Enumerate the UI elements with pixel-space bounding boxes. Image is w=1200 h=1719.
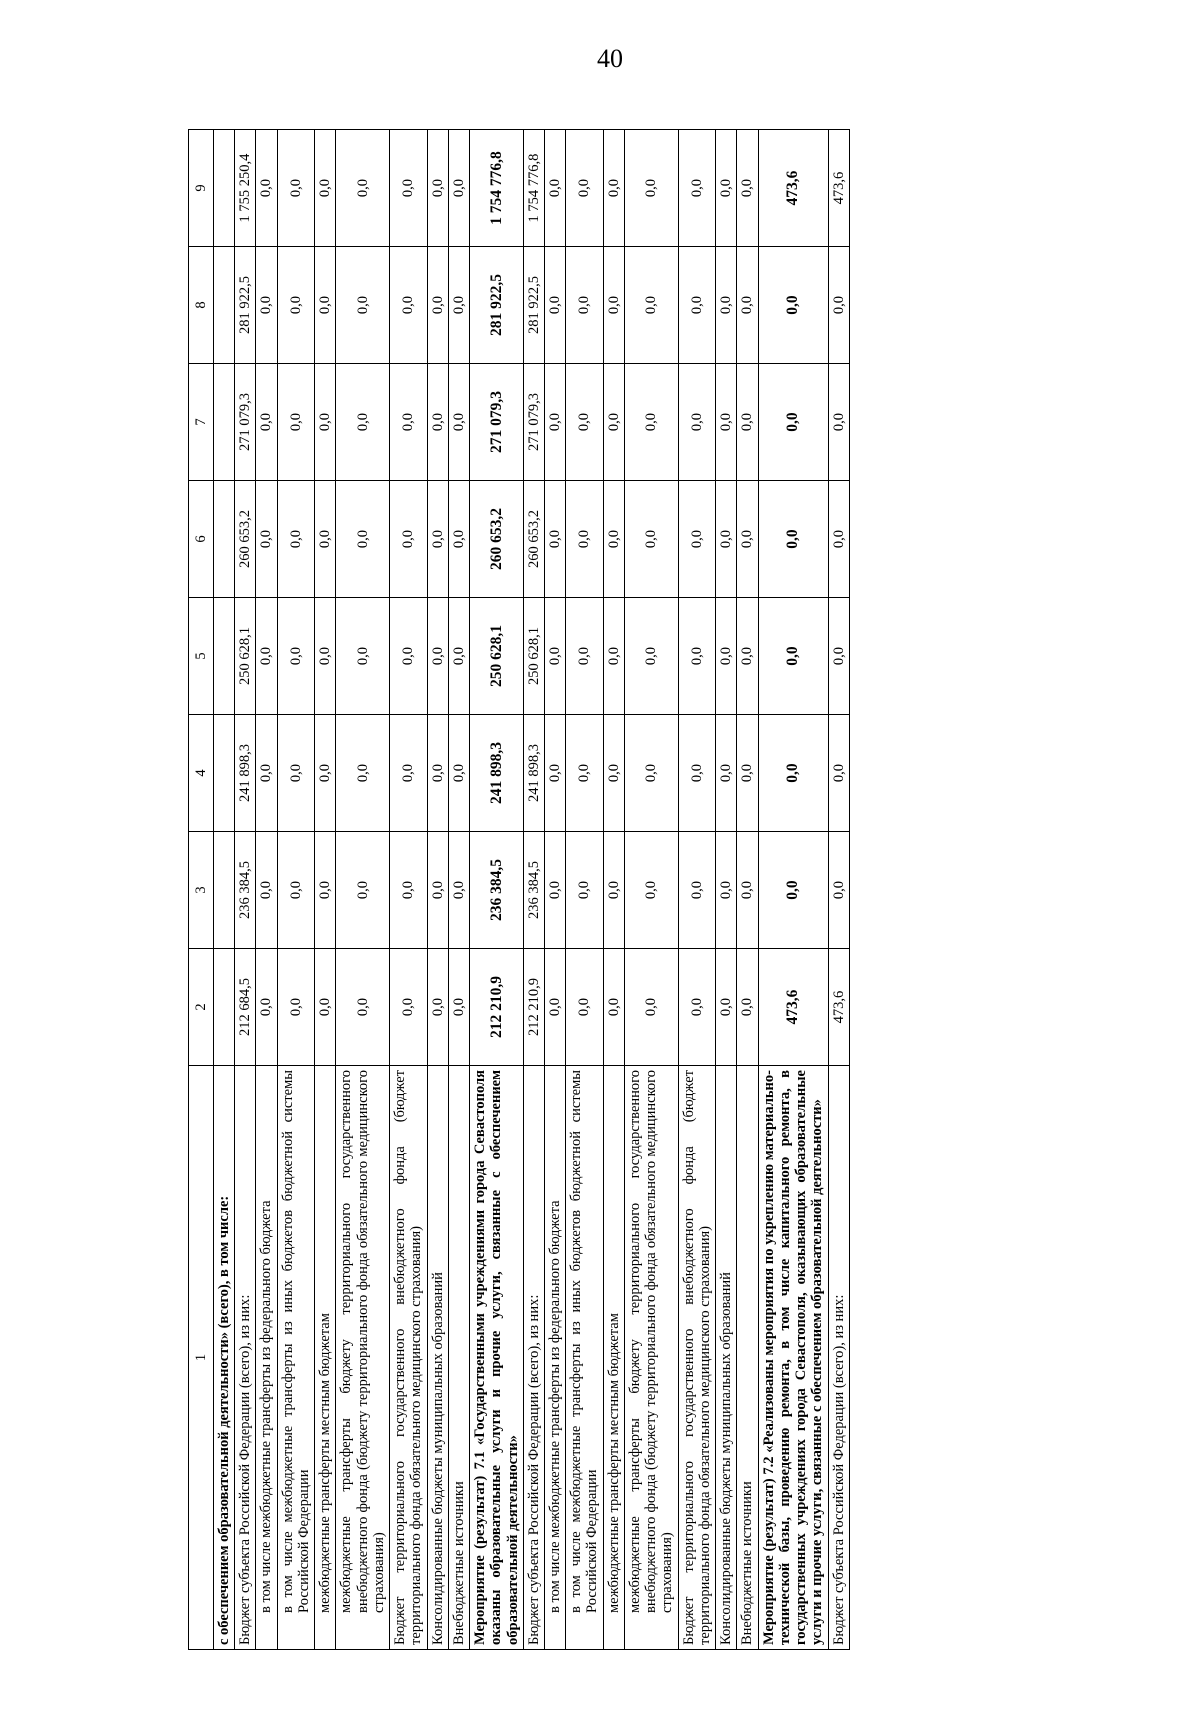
value-cell-col-6 (214, 481, 235, 598)
value-cell-col-6: 0,0 (758, 481, 828, 598)
row-label: в том числе межбюджетные трансферты из иных бюджетов бюджетной системы Российской Федерации (277, 1066, 314, 1650)
value-cell-col-5: 0,0 (716, 598, 737, 715)
value-cell-col-3: 0,0 (737, 832, 758, 949)
table-row (214, 130, 235, 1650)
header-col-4: 4 (189, 715, 214, 832)
value-cell-col-5: 250 628,1 (235, 598, 256, 715)
value-cell-col-9: 0,0 (427, 130, 448, 247)
value-cell-col-8: 0,0 (256, 247, 277, 364)
value-cell-col-5: 0,0 (336, 598, 390, 715)
table-row (427, 130, 448, 1650)
value-cell-col-9: 0,0 (277, 130, 314, 247)
value-cell-col-3: 0,0 (828, 832, 849, 949)
header-row (189, 130, 214, 1650)
value-cell-col-6: 0,0 (566, 481, 603, 598)
value-cell-col-4: 0,0 (390, 715, 427, 832)
value-cell-col-9: 1 754 776,8 (523, 130, 544, 247)
value-cell-col-5: 0,0 (448, 598, 469, 715)
table-row (624, 130, 678, 1650)
value-cell-col-7: 271 079,3 (235, 364, 256, 481)
value-cell-col-2: 473,6 (758, 949, 828, 1066)
header-col-1: 1 (189, 1066, 214, 1650)
row-label: Бюджет территориального государственного внебюджетного фонда (бюджет территориального фонда обязательного медицинского страхования) (390, 1066, 427, 1650)
value-cell-col-3: 0,0 (427, 832, 448, 949)
value-cell-col-4: 0,0 (277, 715, 314, 832)
value-cell-col-2: 0,0 (336, 949, 390, 1066)
value-cell-col-2 (214, 949, 235, 1066)
table-row (235, 130, 256, 1650)
value-cell-col-7: 0,0 (427, 364, 448, 481)
value-cell-col-9: 0,0 (448, 130, 469, 247)
value-cell-col-8: 281 922,5 (235, 247, 256, 364)
value-cell-col-4: 0,0 (603, 715, 624, 832)
value-cell-col-8: 0,0 (624, 247, 678, 364)
value-cell-col-8: 0,0 (758, 247, 828, 364)
value-cell-col-5: 0,0 (566, 598, 603, 715)
row-label: Мероприятие (результат) 7.1 «Государственными учреждениями города Севастополя оказаны образовательные услуги и прочие услуги, связанные с обеспечением образовательной деятельности» (470, 1066, 524, 1650)
value-cell-col-6: 0,0 (603, 481, 624, 598)
value-cell-col-3: 0,0 (256, 832, 277, 949)
value-cell-col-4: 241 898,3 (523, 715, 544, 832)
header-col-9: 9 (189, 130, 214, 247)
value-cell-col-4: 0,0 (315, 715, 336, 832)
value-cell-col-8: 0,0 (277, 247, 314, 364)
value-cell-col-7: 0,0 (544, 364, 565, 481)
value-cell-col-5: 0,0 (758, 598, 828, 715)
value-cell-col-4: 0,0 (678, 715, 715, 832)
value-cell-col-8: 0,0 (566, 247, 603, 364)
row-label: межбюджетные трансферты бюджету территориального государственного внебюджетного фонда (бюджету территориального фонда обязательного медицинского страхования) (624, 1066, 678, 1650)
table-body (214, 130, 850, 1650)
value-cell-col-9: 0,0 (544, 130, 565, 247)
table-row (716, 130, 737, 1650)
rotated-table-container (188, 130, 1088, 1650)
value-cell-col-5: 0,0 (390, 598, 427, 715)
value-cell-col-8: 0,0 (336, 247, 390, 364)
value-cell-col-6: 260 653,2 (470, 481, 524, 598)
value-cell-col-8 (214, 247, 235, 364)
value-cell-col-7: 0,0 (758, 364, 828, 481)
value-cell-col-8: 0,0 (427, 247, 448, 364)
value-cell-col-4: 0,0 (448, 715, 469, 832)
value-cell-col-3: 0,0 (544, 832, 565, 949)
value-cell-col-6: 260 653,2 (523, 481, 544, 598)
value-cell-col-7: 0,0 (624, 364, 678, 481)
row-label: Консолидированные бюджеты муниципальных образований (427, 1066, 448, 1650)
value-cell-col-9: 0,0 (678, 130, 715, 247)
value-cell-col-8: 0,0 (603, 247, 624, 364)
value-cell-col-7: 0,0 (737, 364, 758, 481)
table-row (523, 130, 544, 1650)
value-cell-col-8: 0,0 (544, 247, 565, 364)
value-cell-col-7: 0,0 (448, 364, 469, 481)
value-cell-col-4: 0,0 (758, 715, 828, 832)
row-label: Бюджет субъекта Российской Федерации (всего), из них: (235, 1066, 256, 1650)
value-cell-col-9: 1 754 776,8 (470, 130, 524, 247)
value-cell-col-6: 0,0 (256, 481, 277, 598)
table-row (315, 130, 336, 1650)
value-cell-col-7: 0,0 (336, 364, 390, 481)
value-cell-col-3: 0,0 (315, 832, 336, 949)
value-cell-col-2: 0,0 (448, 949, 469, 1066)
value-cell-col-6: 0,0 (544, 481, 565, 598)
value-cell-col-2: 0,0 (624, 949, 678, 1066)
value-cell-col-7: 0,0 (566, 364, 603, 481)
value-cell-col-2: 0,0 (737, 949, 758, 1066)
value-cell-col-6: 0,0 (390, 481, 427, 598)
value-cell-col-5: 250 628,1 (470, 598, 524, 715)
value-cell-col-7: 0,0 (256, 364, 277, 481)
value-cell-col-3: 0,0 (448, 832, 469, 949)
value-cell-col-6: 0,0 (315, 481, 336, 598)
value-cell-col-3: 0,0 (336, 832, 390, 949)
value-cell-col-2: 212 210,9 (470, 949, 524, 1066)
value-cell-col-4: 241 898,3 (235, 715, 256, 832)
value-cell-col-3: 0,0 (758, 832, 828, 949)
value-cell-col-8: 0,0 (737, 247, 758, 364)
row-label: Внебюджетные источники (737, 1066, 758, 1650)
value-cell-col-4: 0,0 (828, 715, 849, 832)
value-cell-col-8: 0,0 (390, 247, 427, 364)
value-cell-col-7 (214, 364, 235, 481)
value-cell-col-5: 0,0 (277, 598, 314, 715)
value-cell-col-4: 0,0 (544, 715, 565, 832)
row-label: с обеспечением образовательной деятельности» (всего), в том числе: (214, 1066, 235, 1650)
row-label: в том числе межбюджетные трансферты из федерального бюджета (256, 1066, 277, 1650)
value-cell-col-8: 281 922,5 (470, 247, 524, 364)
value-cell-col-6: 0,0 (448, 481, 469, 598)
value-cell-col-9: 0,0 (315, 130, 336, 247)
table-row (390, 130, 427, 1650)
value-cell-col-5: 0,0 (678, 598, 715, 715)
value-cell-col-4: 241 898,3 (470, 715, 524, 832)
value-cell-col-9: 0,0 (336, 130, 390, 247)
value-cell-col-7: 0,0 (390, 364, 427, 481)
header-col-5: 5 (189, 598, 214, 715)
value-cell-col-3: 236 384,5 (235, 832, 256, 949)
value-cell-col-9: 0,0 (737, 130, 758, 247)
value-cell-col-4: 0,0 (256, 715, 277, 832)
value-cell-col-7: 0,0 (603, 364, 624, 481)
row-label: Внебюджетные источники (448, 1066, 469, 1650)
value-cell-col-3 (214, 832, 235, 949)
value-cell-col-2: 0,0 (678, 949, 715, 1066)
value-cell-col-2: 0,0 (256, 949, 277, 1066)
row-label: Бюджет территориального государственного внебюджетного фонда (бюджет территориального фонда обязательного медицинского страхования) (678, 1066, 715, 1650)
header-col-6: 6 (189, 481, 214, 598)
value-cell-col-2: 0,0 (603, 949, 624, 1066)
value-cell-col-2: 212 210,9 (523, 949, 544, 1066)
value-cell-col-6: 0,0 (336, 481, 390, 598)
value-cell-col-9: 0,0 (624, 130, 678, 247)
row-label: в том числе межбюджетные трансферты из иных бюджетов бюджетной системы Российской Федерации (566, 1066, 603, 1650)
value-cell-col-7: 271 079,3 (523, 364, 544, 481)
table-row (603, 130, 624, 1650)
row-label: межбюджетные трансферты бюджету территориального государственного внебюджетного фонда (бюджету территориального фонда обязательного медицинского страхования) (336, 1066, 390, 1650)
value-cell-col-3: 0,0 (603, 832, 624, 949)
value-cell-col-4: 0,0 (737, 715, 758, 832)
value-cell-col-9: 473,6 (828, 130, 849, 247)
value-cell-col-9: 1 755 250,4 (235, 130, 256, 247)
value-cell-col-2: 0,0 (427, 949, 448, 1066)
value-cell-col-4: 0,0 (624, 715, 678, 832)
value-cell-col-5: 250 628,1 (523, 598, 544, 715)
table-row (256, 130, 277, 1650)
value-cell-col-4: 0,0 (716, 715, 737, 832)
value-cell-col-8: 0,0 (315, 247, 336, 364)
value-cell-col-9: 0,0 (390, 130, 427, 247)
value-cell-col-2: 0,0 (315, 949, 336, 1066)
table-row (470, 130, 524, 1650)
value-cell-col-9: 0,0 (256, 130, 277, 247)
value-cell-col-2: 0,0 (390, 949, 427, 1066)
row-label: Консолидированные бюджеты муниципальных образований (716, 1066, 737, 1650)
value-cell-col-3: 0,0 (678, 832, 715, 949)
table-row (544, 130, 565, 1650)
value-cell-col-5: 0,0 (544, 598, 565, 715)
value-cell-col-9: 0,0 (566, 130, 603, 247)
value-cell-col-2: 0,0 (544, 949, 565, 1066)
value-cell-col-4: 0,0 (427, 715, 448, 832)
value-cell-col-4 (214, 715, 235, 832)
value-cell-col-5: 0,0 (737, 598, 758, 715)
value-cell-col-9 (214, 130, 235, 247)
value-cell-col-5 (214, 598, 235, 715)
row-label: Мероприятие (результат) 7.2 «Реализованы мероприятия по укреплению материально-технической базы, проведению ремонта, в том числе капитального ремонта, в государственных учреждениях города Севастополя, оказывающих образовательные услуги и прочие услуги, связанные с обеспечением образовательной деятельности» (758, 1066, 828, 1650)
row-label: межбюджетные трансферты местным бюджетам (603, 1066, 624, 1650)
table-row (758, 130, 828, 1650)
value-cell-col-7: 0,0 (828, 364, 849, 481)
row-label: Бюджет субъекта Российской Федерации (всего), из них: (523, 1066, 544, 1650)
value-cell-col-3: 236 384,5 (523, 832, 544, 949)
value-cell-col-7: 0,0 (678, 364, 715, 481)
header-col-8: 8 (189, 247, 214, 364)
value-cell-col-6: 0,0 (427, 481, 448, 598)
value-cell-col-3: 0,0 (624, 832, 678, 949)
value-cell-col-2: 212 684,5 (235, 949, 256, 1066)
value-cell-col-6: 0,0 (737, 481, 758, 598)
value-cell-col-3: 0,0 (277, 832, 314, 949)
value-cell-col-4: 0,0 (566, 715, 603, 832)
table-row (678, 130, 715, 1650)
table-row (336, 130, 390, 1650)
table-row (566, 130, 603, 1650)
value-cell-col-5: 0,0 (624, 598, 678, 715)
value-cell-col-2: 473,6 (828, 949, 849, 1066)
value-cell-col-8: 0,0 (716, 247, 737, 364)
value-cell-col-2: 0,0 (277, 949, 314, 1066)
value-cell-col-2: 0,0 (716, 949, 737, 1066)
value-cell-col-3: 0,0 (390, 832, 427, 949)
value-cell-col-9: 473,6 (758, 130, 828, 247)
value-cell-col-4: 0,0 (336, 715, 390, 832)
value-cell-col-9: 0,0 (603, 130, 624, 247)
value-cell-col-6: 0,0 (624, 481, 678, 598)
value-cell-col-5: 0,0 (427, 598, 448, 715)
value-cell-col-7: 0,0 (277, 364, 314, 481)
value-cell-col-6: 0,0 (277, 481, 314, 598)
header-col-3: 3 (189, 832, 214, 949)
value-cell-col-9: 0,0 (716, 130, 737, 247)
value-cell-col-2: 0,0 (566, 949, 603, 1066)
value-cell-col-6: 0,0 (678, 481, 715, 598)
table-row (448, 130, 469, 1650)
value-cell-col-5: 0,0 (315, 598, 336, 715)
value-cell-col-7: 271 079,3 (470, 364, 524, 481)
table-row (828, 130, 849, 1650)
budget-table (188, 129, 850, 1650)
header-col-7: 7 (189, 364, 214, 481)
value-cell-col-6: 260 653,2 (235, 481, 256, 598)
value-cell-col-3: 0,0 (716, 832, 737, 949)
value-cell-col-8: 0,0 (828, 247, 849, 364)
value-cell-col-6: 0,0 (828, 481, 849, 598)
value-cell-col-8: 281 922,5 (523, 247, 544, 364)
value-cell-col-5: 0,0 (828, 598, 849, 715)
value-cell-col-8: 0,0 (678, 247, 715, 364)
value-cell-col-5: 0,0 (603, 598, 624, 715)
table-row (737, 130, 758, 1650)
value-cell-col-8: 0,0 (448, 247, 469, 364)
page-number: 40 (597, 44, 623, 73)
row-label: в том числе межбюджетные трансферты из федерального бюджета (544, 1066, 565, 1650)
table-row (277, 130, 314, 1650)
value-cell-col-3: 0,0 (566, 832, 603, 949)
row-label: межбюджетные трансферты местным бюджетам (315, 1066, 336, 1650)
row-label: Бюджет субъекта Российской Федерации (всего), из них: (828, 1066, 849, 1650)
value-cell-col-3: 236 384,5 (470, 832, 524, 949)
header-col-2: 2 (189, 949, 214, 1066)
value-cell-col-7: 0,0 (315, 364, 336, 481)
value-cell-col-6: 0,0 (716, 481, 737, 598)
value-cell-col-7: 0,0 (716, 364, 737, 481)
value-cell-col-5: 0,0 (256, 598, 277, 715)
